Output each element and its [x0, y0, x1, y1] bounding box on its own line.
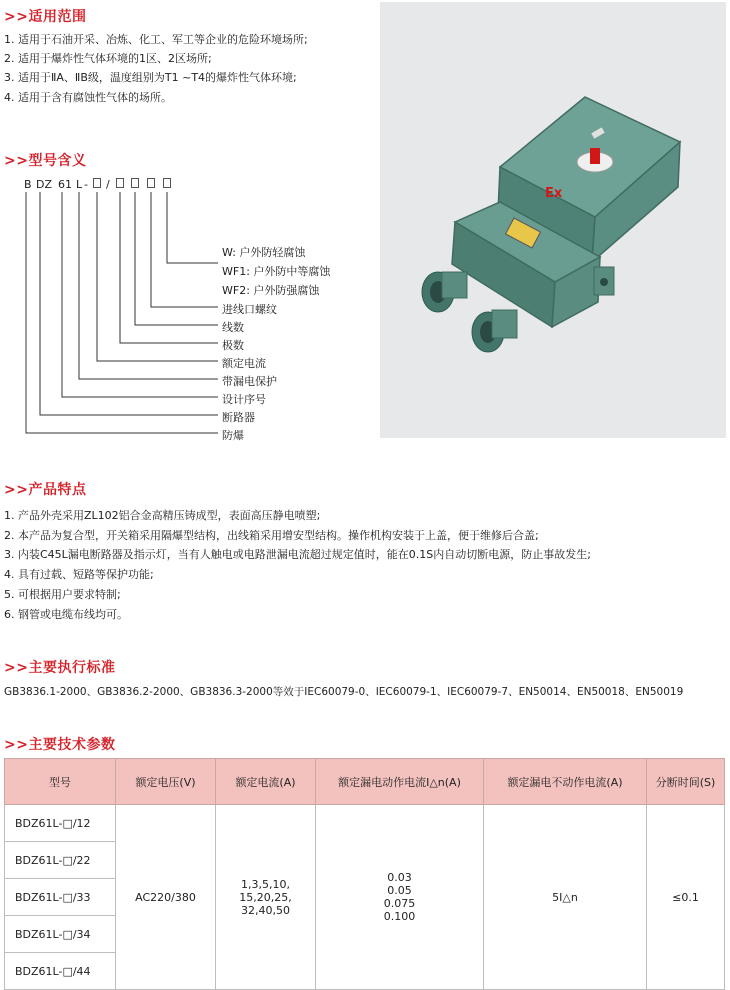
code-char-l: L — [76, 178, 83, 191]
ex-mark: Ex — [545, 186, 563, 201]
col-header-break-time: 分断时间(S) — [647, 759, 725, 805]
model-label-explosion: 防爆 — [222, 429, 244, 442]
feature-item: 2. 本产品为复合型，开关箱采用隔爆型结构，出线箱采用增安型结构。操作机构安装于上盖，便于维修后合盖; — [4, 529, 539, 542]
col-header-leak-action: 额定漏电动作电流I△n(A) — [316, 759, 484, 805]
current-cell — [216, 805, 316, 990]
feature-item: 4. 具有过载、短路等保护功能; — [4, 568, 154, 581]
feature-item: 3. 内装C45L漏电断路器及指示灯，当有人触电或电路泄漏电流超过规定值时，能在0.1S内自动切断电源，防止事故发生; — [4, 548, 591, 561]
scope-item: 3. 适用于ⅡA、ⅡB级，温度组别为T1 ~T4的爆炸性气体环境; — [4, 71, 297, 84]
model-label-breaker: 断路器 — [222, 411, 255, 424]
col-header-model: 型号 — [5, 759, 116, 805]
code-char-slash: / — [106, 178, 110, 191]
current-line: 15,20,25, — [239, 890, 292, 904]
standards-heading: >>主要执行标准 — [4, 660, 116, 676]
code-char-b: B — [24, 178, 32, 191]
break-time-cell: ≤0.1 — [647, 805, 725, 990]
feature-item: 5. 可根据用户要求特制; — [4, 588, 121, 601]
model-cell: BDZ61L-□/34 — [5, 916, 116, 953]
leak-action-value: 0.05 — [387, 884, 412, 897]
model-label-design-no: 设计序号 — [222, 393, 266, 406]
model-label-w: W: 户外防轻腐蚀 — [222, 246, 306, 259]
model-heading: >>型号含义 — [4, 153, 87, 169]
features-heading: >>产品特点 — [4, 482, 87, 498]
spec-table — [4, 758, 725, 990]
model-cell: BDZ61L-□/44 — [5, 953, 116, 990]
leak-nonaction-cell: 5I△n — [484, 805, 647, 990]
scope-item: 1. 适用于石油开采、冶炼、化工、军工等企业的危险环境场所; — [4, 33, 308, 46]
table-row — [5, 805, 725, 842]
model-label-poles: 极数 — [222, 339, 244, 352]
model-cell: BDZ61L-□/33 — [5, 879, 116, 916]
code-char-dz: DZ — [36, 178, 53, 191]
model-label-current: 额定电流 — [222, 357, 266, 370]
model-leader-lines — [0, 0, 230, 440]
params-heading: >>主要技术参数 — [4, 737, 116, 753]
model-label-wf1: WF1: 户外防中等腐蚀 — [222, 265, 331, 278]
leak-action-value: 0.075 — [383, 897, 416, 910]
leak-action-value: 0.100 — [383, 910, 416, 923]
leak-action-value: 0.03 — [387, 871, 412, 884]
product-photo — [380, 2, 726, 438]
model-cell: BDZ61L-□/12 — [5, 805, 116, 842]
leak-action-cell — [316, 805, 484, 990]
code-char-dash: - — [84, 178, 88, 191]
model-label-leak-protect: 带漏电保护 — [222, 375, 277, 388]
voltage-cell: AC220/380 — [116, 805, 216, 990]
scope-heading: >>适用范围 — [4, 9, 87, 25]
table-header-row — [5, 759, 725, 805]
current-line: 32,40,50 — [241, 903, 290, 917]
model-label-wf2: WF2: 户外防强腐蚀 — [222, 284, 320, 297]
feature-item: 6. 钢管或电缆布线均可。 — [4, 608, 128, 621]
current-line: 1,3,5,10, — [241, 877, 290, 891]
feature-item: 1. 产品外壳采用ZL102铝合金高精压铸成型，表面高压静电喷塑; — [4, 509, 321, 522]
code-char-61: 61 — [58, 178, 72, 191]
explosion-proof-box-illustration — [380, 2, 726, 438]
scope-item: 4. 适用于含有腐蚀性气体的场所。 — [4, 91, 172, 104]
standards-text: GB3836.1-2000、GB3836.2-2000、GB3836.3-2000等效于IEC60079-0、IEC60079-1、IEC60079-7、EN50014、EN50018、EN50019 — [4, 686, 684, 698]
col-header-leak-nonaction: 额定漏电不动作电流(A) — [484, 759, 647, 805]
model-cell: BDZ61L-□/22 — [5, 842, 116, 879]
col-header-current: 额定电流(A) — [216, 759, 316, 805]
model-label-thread: 进线口螺纹 — [222, 303, 277, 316]
col-header-voltage: 额定电压(V) — [116, 759, 216, 805]
scope-item: 2. 适用于爆炸性气体环境的1区、2区场所; — [4, 52, 212, 65]
model-label-lines: 线数 — [222, 321, 244, 334]
